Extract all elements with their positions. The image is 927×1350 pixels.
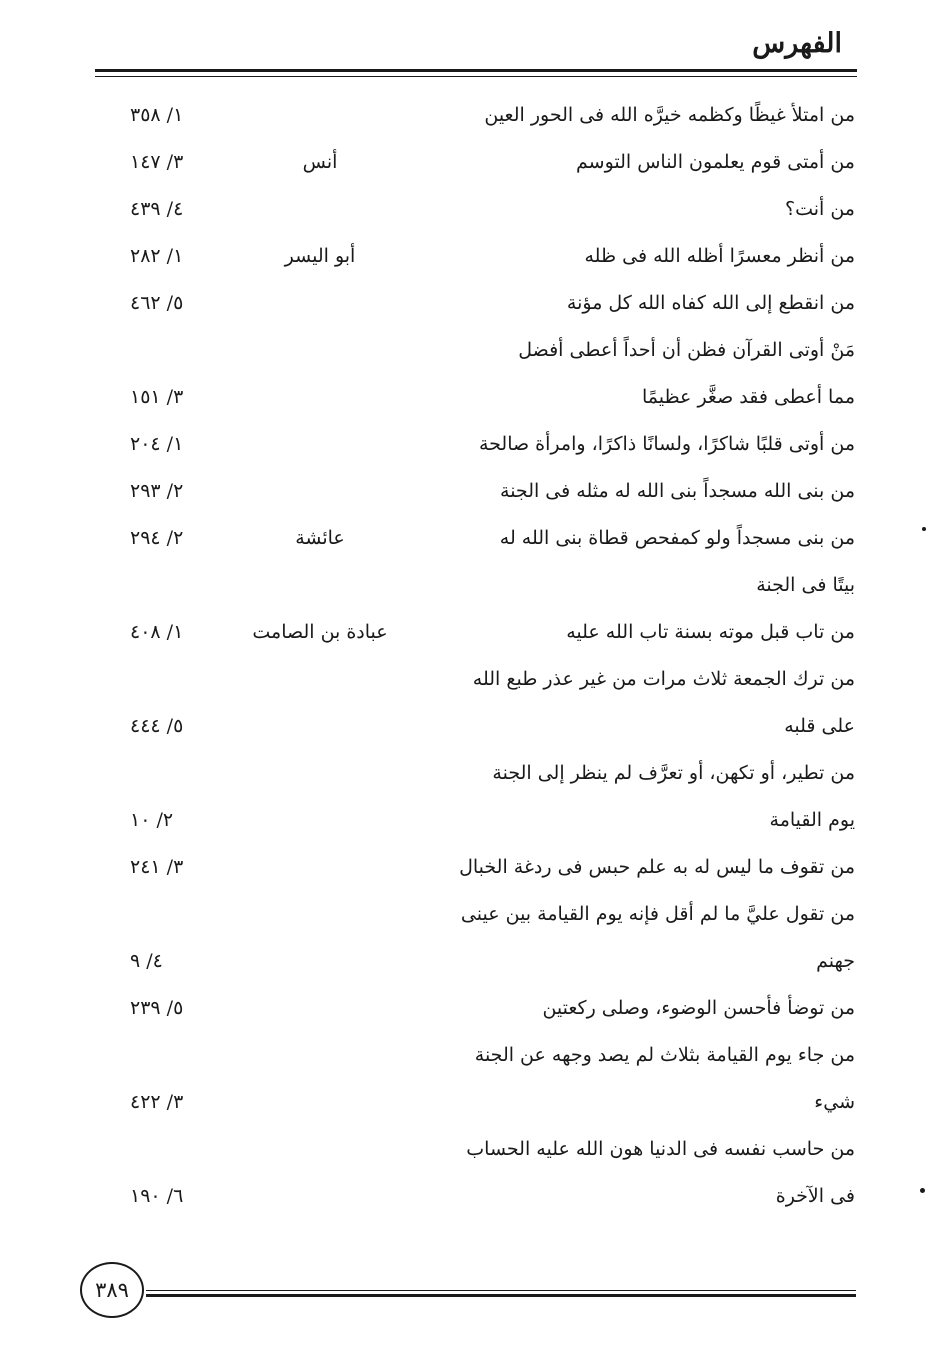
margin-mark	[920, 1188, 925, 1193]
volume-page-ref: ١/ ٤٠٨	[130, 621, 184, 643]
index-row	[80, 1167, 855, 1214]
index-row	[80, 1026, 855, 1073]
hadith-text: من بنى الله مسجداً بنى الله له مثله فى الجنة	[500, 480, 855, 502]
index-row	[80, 838, 855, 885]
index-row	[80, 697, 855, 744]
hadith-text: من توضأ فأحسن الوضوء، وصلى ركعتين	[542, 997, 855, 1019]
index-row	[80, 650, 855, 697]
hadith-text: شيء	[814, 1091, 855, 1113]
hadith-text: من أنت؟	[785, 198, 855, 220]
hadith-text: بيتًا فى الجنة	[756, 574, 855, 596]
volume-page-ref: ٣/ ٢٤١	[130, 856, 184, 878]
volume-page-ref: ٥/ ٢٣٩	[130, 997, 184, 1019]
page-title: الفهرس	[752, 28, 842, 59]
volume-page-ref: ٦/ ١٩٠	[130, 1185, 184, 1207]
volume-page-ref: ٢/ ٢٩٣	[130, 480, 184, 502]
header-rule-thin	[95, 76, 857, 77]
hadith-text: فى الآخرة	[775, 1185, 855, 1207]
volume-page-ref: ١/ ٢٠٤	[130, 433, 184, 455]
narrator: أبو اليسر	[284, 245, 356, 267]
index-row	[80, 885, 855, 932]
index-row	[80, 1120, 855, 1167]
hadith-text: من ترك الجمعة ثلاث مرات من غير عذر طبع الله	[472, 668, 855, 690]
volume-page-ref: ٤/ ٩	[130, 950, 163, 972]
volume-page-ref: ٢/ ١٠	[130, 809, 174, 831]
volume-page-ref: ١/ ٢٨٢	[130, 245, 184, 267]
index-row	[80, 791, 855, 838]
volume-page-ref: ٢/ ٢٩٤	[130, 527, 184, 549]
volume-page-ref: ٣/ ١٥١	[130, 386, 184, 408]
hadith-text: من تطير، أو تكهن، أو تعرَّف لم ينظر إلى الجنة	[492, 762, 855, 784]
index-row	[80, 274, 855, 321]
volume-page-ref: ٣/ ١٤٧	[130, 151, 184, 173]
index-row	[80, 556, 855, 603]
volume-page-ref: ٥/ ٤٦٢	[130, 292, 184, 314]
index-list	[80, 86, 855, 1214]
footer-rule-thick	[146, 1294, 856, 1297]
margin-mark	[922, 527, 926, 531]
index-row	[80, 1073, 855, 1120]
hadith-text: على قلبه	[784, 715, 855, 737]
index-row	[80, 368, 855, 415]
narrator: عبادة بن الصامت	[252, 621, 388, 643]
hadith-text: مَنْ أوتى القرآن فظن أن أحداً أعطى أفضل	[518, 339, 855, 361]
narrator: عائشة	[295, 527, 345, 549]
volume-page-ref: ٣/ ٤٢٢	[130, 1091, 184, 1113]
hadith-text: من تقوف ما ليس له به علم حبس فى ردغة الخبال	[459, 856, 855, 878]
index-row	[80, 415, 855, 462]
header-rule-thick	[95, 69, 857, 72]
hadith-text: من انقطع إلى الله كفاه الله كل مؤنة	[566, 292, 855, 314]
index-row	[80, 932, 855, 979]
narrator: أنس	[302, 151, 338, 173]
index-row	[80, 979, 855, 1026]
hadith-text: جهنم	[816, 950, 855, 972]
hadith-text: من أمتى قوم يعلمون الناس التوسم	[576, 151, 855, 173]
hadith-text: يوم القيامة	[769, 809, 855, 831]
volume-page-ref: ٥/ ٤٤٤	[130, 715, 184, 737]
hadith-text: من تاب قبل موته بسنة تاب الله عليه	[566, 621, 855, 643]
hadith-text: من امتلأ غيظًا وكظمه خيرَّه الله فى الحور العين	[484, 104, 855, 126]
volume-page-ref: ٤/ ٤٣٩	[130, 198, 184, 220]
index-row	[80, 744, 855, 791]
hadith-text: من بنى مسجداً ولو كمفحص قطاة بنى الله له	[499, 527, 855, 549]
hadith-text: من حاسب نفسه فى الدنيا هون الله عليه الحساب	[466, 1138, 855, 1160]
volume-page-ref: ١/ ٣٥٨	[130, 104, 184, 126]
index-row	[80, 321, 855, 368]
hadith-text: من أنظر معسرًا أظله الله فى ظله	[584, 245, 855, 267]
index-row	[80, 133, 855, 180]
hadith-text: مما أعطى فقد صغَّر عظيمًا	[641, 386, 855, 408]
index-row	[80, 509, 855, 556]
hadith-text: من جاء يوم القيامة بثلاث لم يصد وجهه عن الجنة	[474, 1044, 855, 1066]
page-number: ٣٨٩	[80, 1262, 144, 1318]
index-row	[80, 227, 855, 274]
hadith-text: من تقول عليَّ ما لم أقل فإنه يوم القيامة بين عينى	[460, 903, 855, 925]
index-row	[80, 462, 855, 509]
index-row	[80, 603, 855, 650]
footer-rule-thin	[146, 1290, 856, 1291]
index-row	[80, 180, 855, 227]
index-row	[80, 86, 855, 133]
hadith-text: من أوتى قلبًا شاكرًا، ولسانًا ذاكرًا، وامرأة صالحة	[478, 433, 855, 455]
